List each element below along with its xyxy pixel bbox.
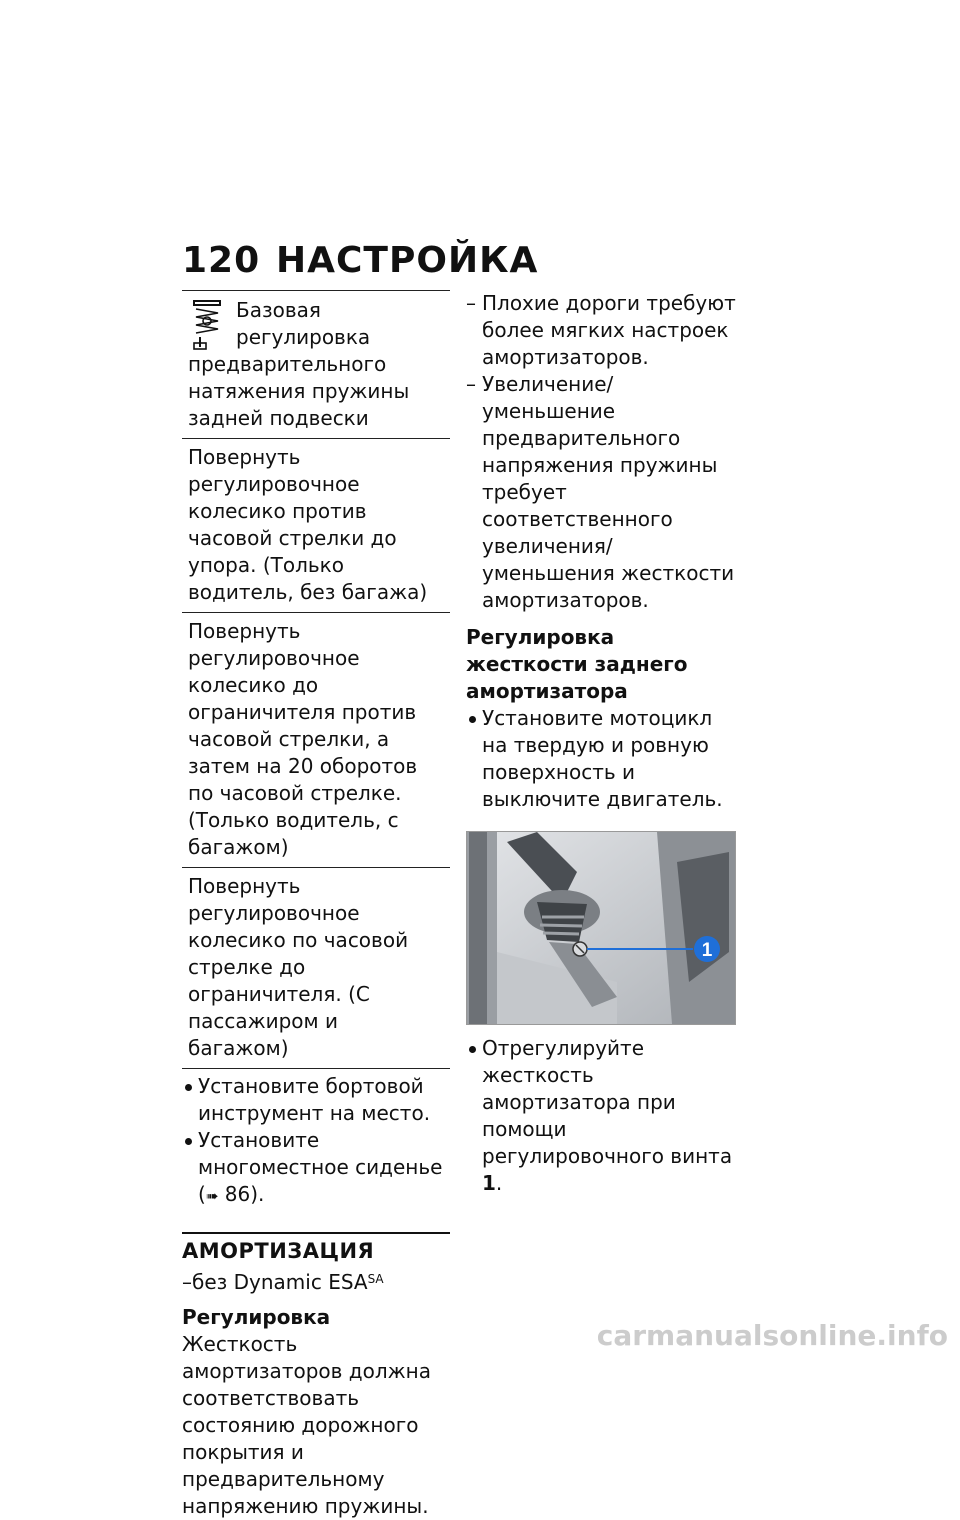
preload-table-row: Повернуть регулировочное колесико до ограничителя против часовой стрелки, а затем на 20 оборотов по часовой стрелке. (Только водитель, с багажом) xyxy=(182,613,450,868)
adjust-screw-text: Отрегулируйте жесткость амортизатора при помощи регулировочного винта xyxy=(482,1036,733,1168)
install-seat-page-ref[interactable]: 86). xyxy=(218,1182,265,1206)
adjustment-subheading: Регулировка xyxy=(182,1305,331,1329)
bullet-park-motorcycle: Установите мотоцикл на твердую и ровную поверхность и выключите двигатель. xyxy=(466,705,742,813)
bullet-install-seat xyxy=(182,1127,450,1210)
callout-number: 1 xyxy=(701,940,713,961)
adjust-screw-suffix: . xyxy=(495,1171,503,1195)
dash-item-bad-roads: – Плохие дороги требуют более мягких настроек амортизаторов. xyxy=(466,290,742,371)
page-header xyxy=(182,240,538,281)
dash-item-preload: – Увеличение/уменьшение предварительного напряжения пружины требует соответственного увеличения/уменьшения жесткости амортизаторов. xyxy=(466,371,742,614)
watermark: carmanualsonline.info xyxy=(596,1319,948,1352)
page-title: НАСТРОЙКА xyxy=(276,240,539,281)
right-column xyxy=(466,290,742,1197)
rear-damping-heading: Регулировка жесткости заднего амортизатора xyxy=(466,625,688,703)
damping-condition xyxy=(182,1269,450,1296)
left-column xyxy=(182,290,450,1520)
damping-section-title: АМОРТИЗАЦИЯ xyxy=(182,1232,450,1265)
shock-absorber-illustration xyxy=(467,832,735,1024)
preload-table-row: Повернуть регулировочное колесико по часовой стрелке до ограничителя. (С пассажиром и багажом) xyxy=(188,874,409,1060)
page-number: 120 xyxy=(182,240,261,281)
sa-superscript: SA xyxy=(367,1272,384,1286)
shock-absorber-figure xyxy=(466,831,736,1025)
preload-table xyxy=(182,290,450,1069)
install-seat-text: Установите многоместное сиденье ( xyxy=(198,1128,443,1206)
bullet-install-tool: Установите бортовой инструмент на место. xyxy=(182,1073,450,1127)
preload-table-header-text: Базовая регулировка предварительного натяжения пружины задней подвески xyxy=(188,298,410,430)
preload-table-header xyxy=(182,291,450,439)
page-reference-arrow-icon: ➠ xyxy=(205,1187,219,1205)
preload-table-row: Повернуть регулировочное колесико против часовой стрелки до упора. (Только водитель, без багажа) xyxy=(182,439,450,613)
bullet-adjust-screw xyxy=(466,1035,742,1197)
spring-preload-icon xyxy=(188,299,226,351)
adjust-screw-ref: 1 xyxy=(482,1171,496,1195)
damping-body-text: Жесткость амортизаторов должна соответствовать состоянию дорожного покрытия и предварительному напряжению пружины. xyxy=(182,1332,431,1518)
damping-condition-text: –без Dynamic ESA xyxy=(182,1270,368,1294)
